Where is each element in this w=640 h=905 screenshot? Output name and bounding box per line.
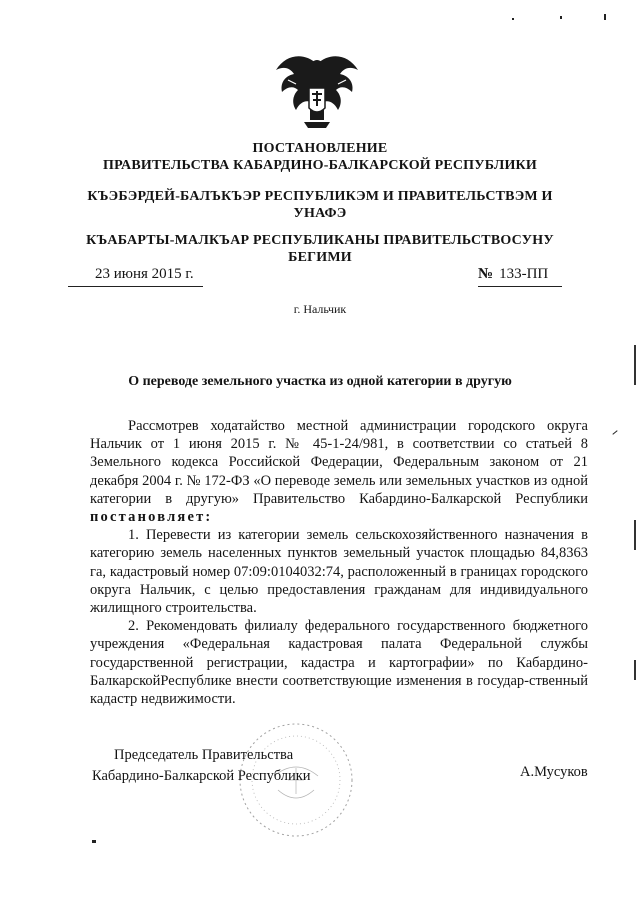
scan-edge-mark: [634, 345, 636, 385]
document-city: г. Нальчик: [293, 302, 347, 316]
document-header: [70, 140, 570, 174]
header-kabardian-line2: УНАФЭ: [293, 206, 347, 221]
signature-title-1: Председатель Правительства: [114, 747, 294, 763]
signatory-name: А.Мусуков: [520, 764, 588, 780]
signature-block: [92, 745, 311, 787]
coat-of-arms-icon: [274, 50, 360, 130]
scan-speck: [92, 840, 96, 843]
header-kabardian-line1: КЪЭБЭРДЕЙ-БАЛЪКЪЭР РЕСПУБЛИКЭМ И ПРАВИТЕЛЬСТВЭМ И: [87, 189, 553, 204]
document-date: 23 июня 2015 г.: [95, 266, 194, 282]
scan-speck: [612, 430, 617, 435]
header-balkar-line1: КЪАБАРТЫ-МАЛКЪАР РЕСПУБЛИКАНЫ ПРАВИТЕЛЬСТВОСУНУ: [86, 233, 554, 248]
number-sign: №: [478, 266, 494, 282]
scan-speck: [512, 18, 514, 20]
scan-edge-mark: [634, 520, 636, 550]
body-item-1: 1. Перевести из категории земель сельскохозяйственного назначения в категорию земель населенных пунктов земельный участок площадью 84,8363 га, кадастровый номер 07:09:0104032:74, расположенный в границах городского округа Нальчик, с целью предоставления гражданам для индивидуального жилищного строительства.: [90, 527, 588, 617]
scan-speck: [604, 14, 606, 20]
header-kabardian: [70, 188, 570, 222]
body-intro: [90, 417, 588, 526]
header-government: ПРАВИТЕЛЬСТВА КАБАРДИНО-БАЛКАРСКОЙ РЕСПУБЛИКИ: [102, 158, 538, 173]
document-body: [90, 417, 588, 708]
document-number: [478, 266, 548, 283]
scan-speck: [560, 16, 562, 19]
decree-word: постановляет:: [90, 509, 213, 526]
number-value: 133-ПП: [499, 266, 549, 282]
document-subject: О переводе земельного участка из одной категории в другую: [128, 374, 512, 389]
scan-edge-mark: [634, 660, 636, 680]
body-item-2: 2. Рекомендовать филиалу федерального государственного бюджетного учреждения «Федеральная кадастровая палата Федеральной службы государственной регистрации, кадастра и картографии» по Кабардино-БалкарскойРеспублике внести соответствующие изменения в государ-ственный кадастр недвижимости.: [90, 618, 588, 708]
header-balkar: [70, 232, 570, 266]
number-underline: [478, 286, 562, 287]
intro-text: Рассмотрев ходатайство местной администрации городского округа Нальчик от 1 июня 2015 г. № 45-1-24/981, в соответствии со статьей 8 Земельного кодекса Российской Федерации, Федеральным законом от 21 декабря 2004 г. № 172-ФЗ «О переводе земель или земельных участков из одной категории в другую» Правительство Кабардино-Балкарской Республики: [90, 418, 588, 507]
signature-title-2: Кабардино-Балкарской Республики: [92, 768, 311, 784]
header-balkar-line2: БЕГИМИ: [288, 250, 352, 265]
header-title: ПОСТАНОВЛЕНИЕ: [252, 141, 388, 156]
date-underline: [68, 286, 203, 287]
